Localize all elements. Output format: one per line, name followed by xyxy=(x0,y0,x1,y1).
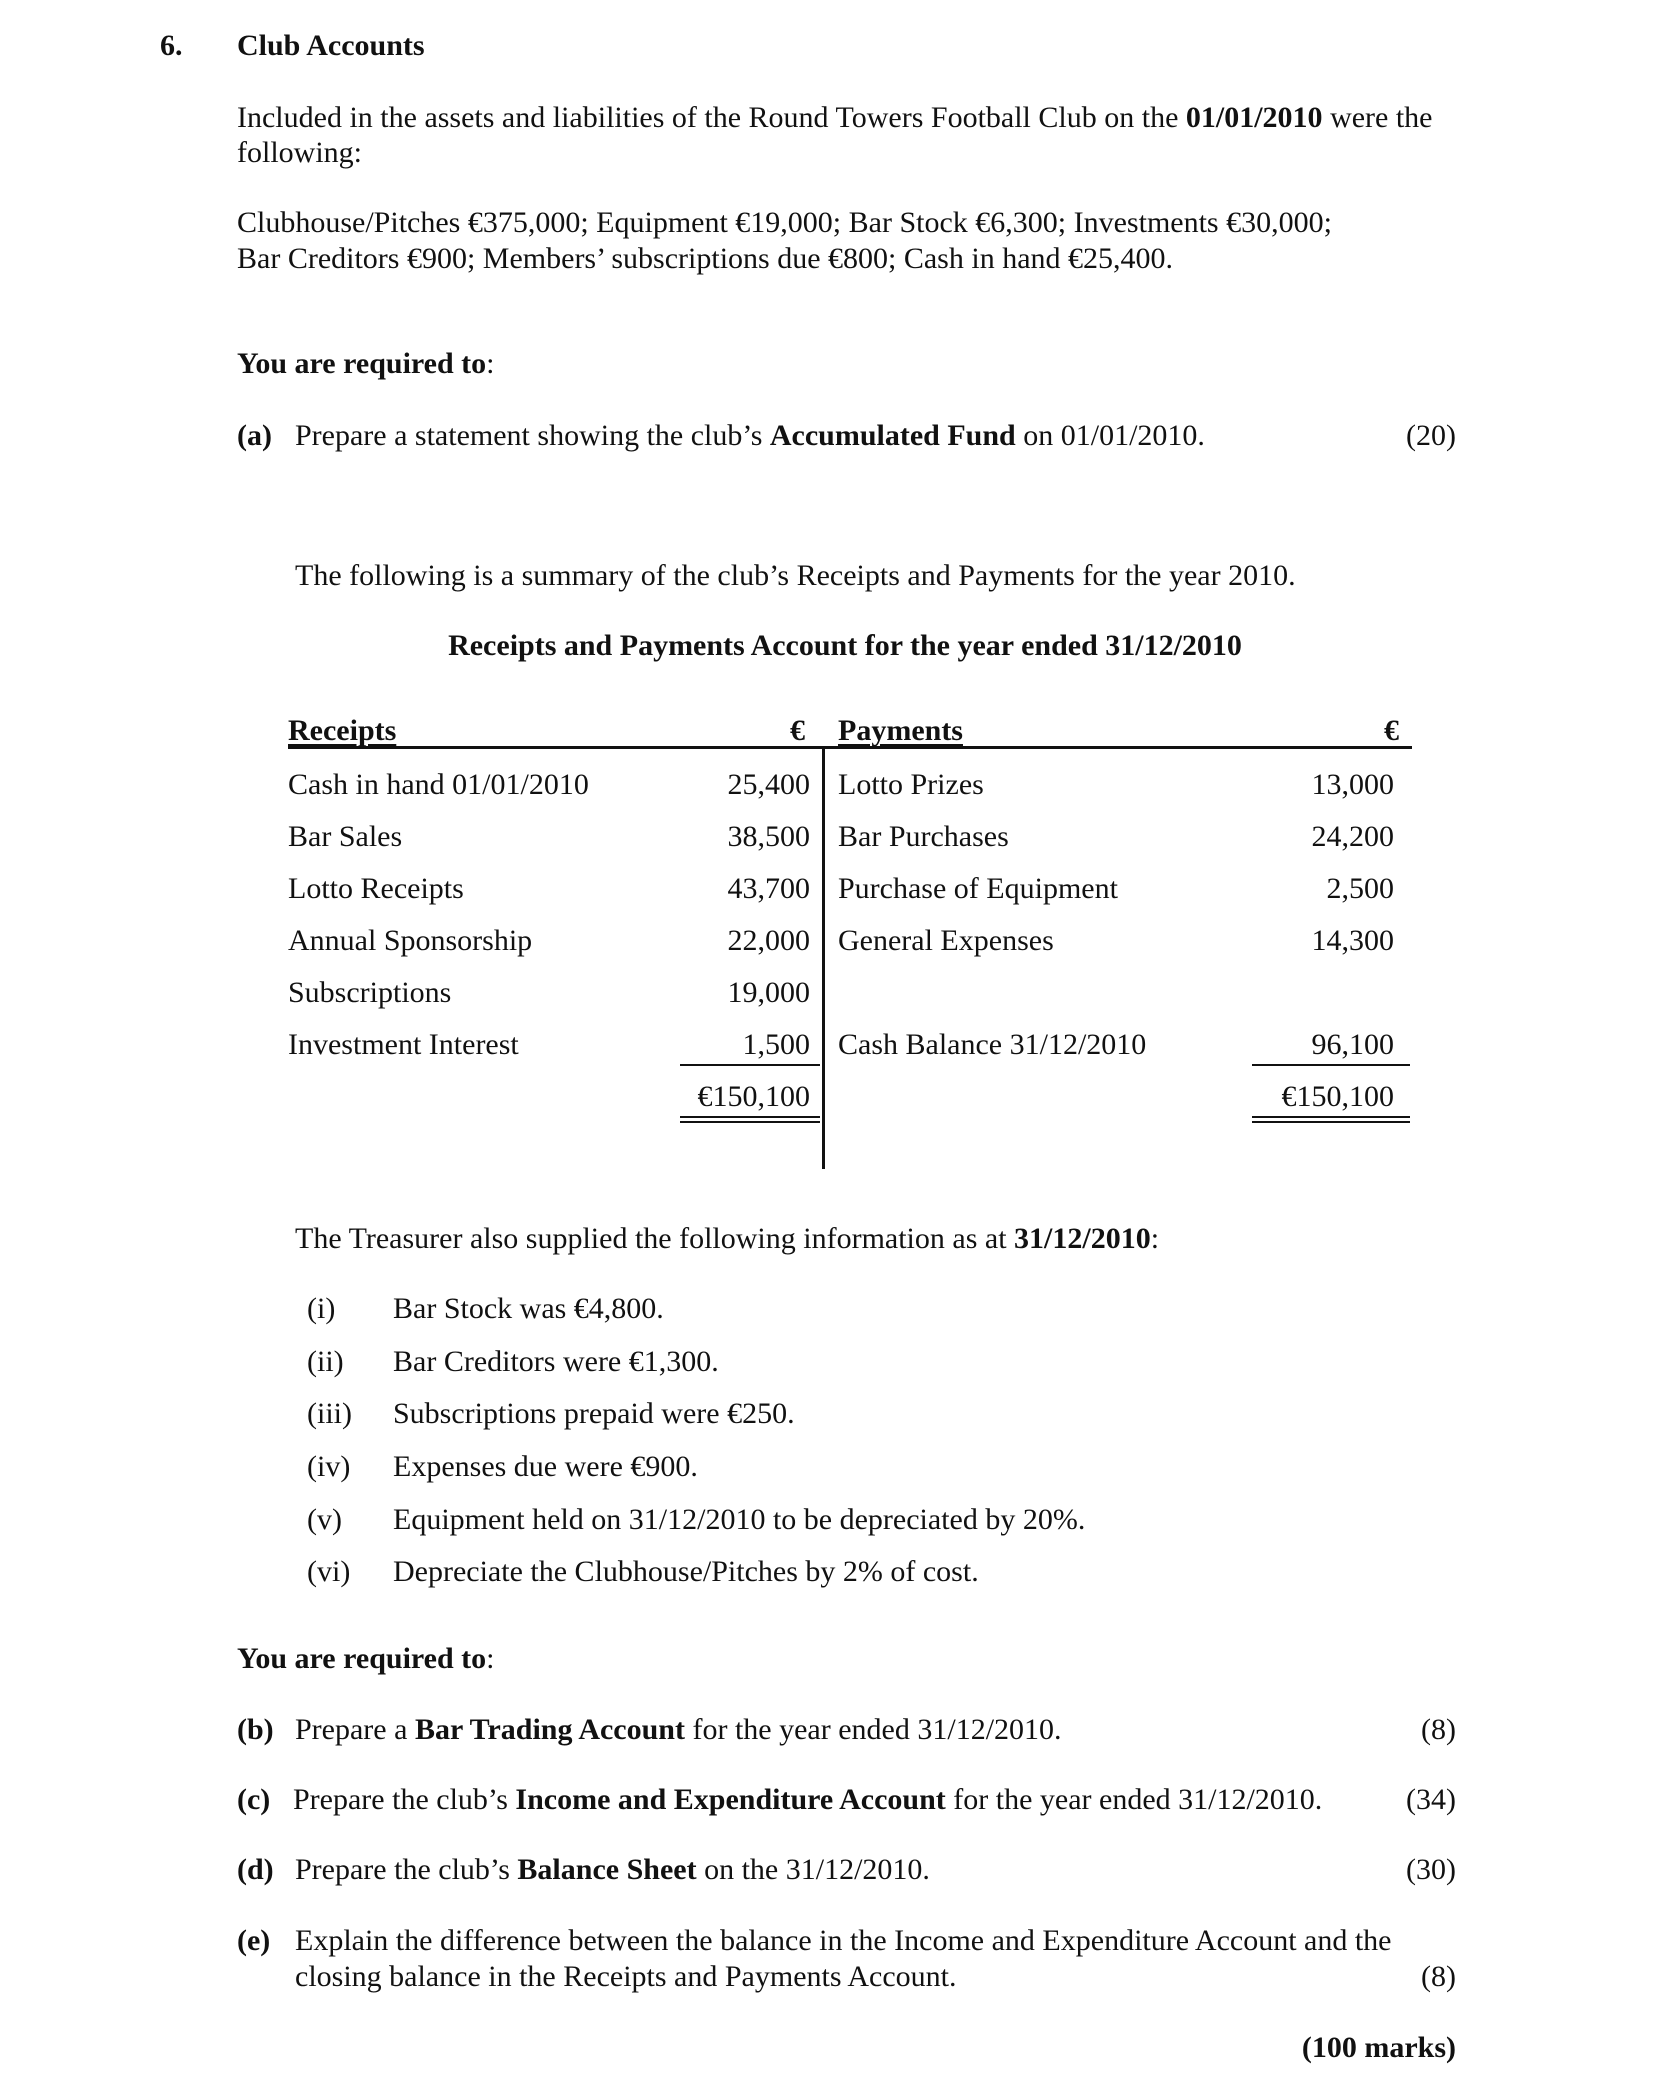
treasurer-text xyxy=(295,1221,1159,1257)
receipt-amount: 43,700 xyxy=(727,872,810,905)
part-c-post: for the year ended 31/12/2010. xyxy=(945,1783,1323,1816)
part-c-marks: (34) xyxy=(1406,1783,1456,1816)
left-double-rule xyxy=(680,1116,820,1123)
intro-post: were the following: xyxy=(237,101,1433,169)
info-item-number: (ii) xyxy=(307,1345,344,1378)
currency-right: € xyxy=(1384,714,1399,747)
part-e-line-2: closing balance in the Receipts and Payments Account. xyxy=(295,1960,957,1993)
part-d-marks: (30) xyxy=(1406,1853,1456,1886)
payment-amount: 96,100 xyxy=(1311,1028,1394,1061)
part-d-text xyxy=(295,1852,930,1888)
total-left: €150,100 xyxy=(697,1080,810,1113)
part-c-label: (c) xyxy=(237,1783,271,1816)
receipt-label: Subscriptions xyxy=(288,976,452,1009)
part-b-bold: Bar Trading Account xyxy=(414,1713,685,1746)
info-item-number: (vi) xyxy=(307,1555,351,1588)
part-a-pre: Prepare a statement showing the club’s xyxy=(295,419,770,452)
info-item-number: (i) xyxy=(307,1292,336,1325)
header-rule xyxy=(288,746,1412,749)
required-heading-2 xyxy=(237,1641,495,1677)
part-a-post: on 01/01/2010. xyxy=(1015,419,1205,452)
info-item-text: Bar Stock was €4,800. xyxy=(393,1292,664,1325)
part-d-bold: Balance Sheet xyxy=(517,1853,697,1886)
treasurer-date: 31/12/2010 xyxy=(1014,1222,1151,1255)
part-b-post: for the year ended 31/12/2010. xyxy=(684,1713,1062,1746)
part-d-post: on the 31/12/2010. xyxy=(696,1853,930,1886)
part-b-label: (b) xyxy=(237,1713,274,1746)
info-item-number: (iii) xyxy=(307,1397,352,1430)
part-a-label: (a) xyxy=(237,419,272,452)
part-b-text xyxy=(295,1712,1062,1748)
receipt-label: Investment Interest xyxy=(288,1028,519,1061)
info-item-text: Depreciate the Clubhouse/Pitches by 2% of cost. xyxy=(393,1555,979,1588)
payment-amount: 24,200 xyxy=(1311,820,1394,853)
payments-header: Payments xyxy=(838,714,963,747)
payment-amount: 2,500 xyxy=(1326,872,1394,905)
part-e-label: (e) xyxy=(237,1924,271,1957)
required-bold: You are required to xyxy=(237,1642,487,1675)
part-e-marks: (8) xyxy=(1421,1960,1456,1993)
part-e-line-1: Explain the difference between the balance in the Income and Expenditure Account and the xyxy=(295,1924,1392,1957)
part-a-bold: Accumulated Fund xyxy=(769,419,1016,452)
left-total-rule xyxy=(680,1064,820,1066)
intro-date: 01/01/2010 xyxy=(1185,101,1323,134)
payment-label: Purchase of Equipment xyxy=(838,872,1118,905)
currency-left: € xyxy=(790,714,805,747)
account-title: Receipts and Payments Account for the year ended 31/12/2010 xyxy=(448,629,1242,662)
treasurer-post: : xyxy=(1150,1222,1160,1255)
treasurer-pre: The Treasurer also supplied the following information as at xyxy=(295,1222,1015,1255)
part-c-pre: Prepare the club’s xyxy=(293,1783,516,1816)
payment-label: Bar Purchases xyxy=(838,820,1009,853)
required-bold: You are required to xyxy=(237,347,487,380)
part-d-pre: Prepare the club’s xyxy=(295,1853,518,1886)
assets-line-1: Clubhouse/Pitches €375,000; Equipment €19,000; Bar Stock €6,300; Investments €30,000; xyxy=(237,206,1332,239)
part-b-pre: Prepare a xyxy=(295,1713,415,1746)
part-b-marks: (8) xyxy=(1421,1713,1456,1746)
total-marks: (100 marks) xyxy=(1301,2031,1456,2064)
question-title: Club Accounts xyxy=(237,29,425,62)
receipt-amount: 25,400 xyxy=(727,768,810,801)
info-item-text: Bar Creditors were €1,300. xyxy=(393,1345,719,1378)
center-divider xyxy=(822,746,825,1169)
right-total-rule xyxy=(1252,1064,1410,1066)
right-double-rule xyxy=(1252,1116,1410,1123)
assets-line-2: Bar Creditors €900; Members’ subscriptions due €800; Cash in hand €25,400. xyxy=(237,242,1174,275)
required-colon: : xyxy=(486,1642,495,1675)
receipts-header: Receipts xyxy=(288,714,397,747)
required-colon: : xyxy=(486,347,495,380)
receipt-label: Bar Sales xyxy=(288,820,403,853)
part-c-bold: Income and Expenditure Account xyxy=(515,1783,946,1816)
receipt-amount: 22,000 xyxy=(727,924,810,957)
part-a-marks: (20) xyxy=(1406,419,1456,452)
receipt-label: Cash in hand 01/01/2010 xyxy=(288,768,589,801)
total-right: €150,100 xyxy=(1281,1080,1394,1113)
part-d-label: (d) xyxy=(237,1853,274,1886)
intro-pre: Included in the assets and liabilities of the Round Towers Football Club on the xyxy=(237,101,1186,134)
receipt-amount: 1,500 xyxy=(742,1028,810,1061)
summary-text: The following is a summary of the club’s Receipts and Payments for the year 2010. xyxy=(295,559,1296,592)
info-item-number: (v) xyxy=(307,1503,342,1536)
payment-label: Cash Balance 31/12/2010 xyxy=(838,1028,1147,1061)
info-item-text: Subscriptions prepaid were €250. xyxy=(393,1397,795,1430)
part-a-text xyxy=(295,418,1205,454)
payment-amount: 14,300 xyxy=(1311,924,1394,957)
intro-paragraph xyxy=(237,100,1477,170)
payment-amount: 13,000 xyxy=(1311,768,1394,801)
payment-label: General Expenses xyxy=(838,924,1054,957)
required-heading-1 xyxy=(237,346,495,382)
receipt-label: Annual Sponsorship xyxy=(288,924,533,957)
question-number: 6. xyxy=(160,29,183,62)
receipt-amount: 38,500 xyxy=(727,820,810,853)
info-item-number: (iv) xyxy=(307,1450,351,1483)
payment-label: Lotto Prizes xyxy=(838,768,984,801)
part-c-text xyxy=(293,1782,1322,1818)
info-item-text: Expenses due were €900. xyxy=(393,1450,698,1483)
receipt-amount: 19,000 xyxy=(727,976,810,1009)
receipt-label: Lotto Receipts xyxy=(288,872,464,905)
info-item-text: Equipment held on 31/12/2010 to be depreciated by 20%. xyxy=(393,1503,1086,1536)
